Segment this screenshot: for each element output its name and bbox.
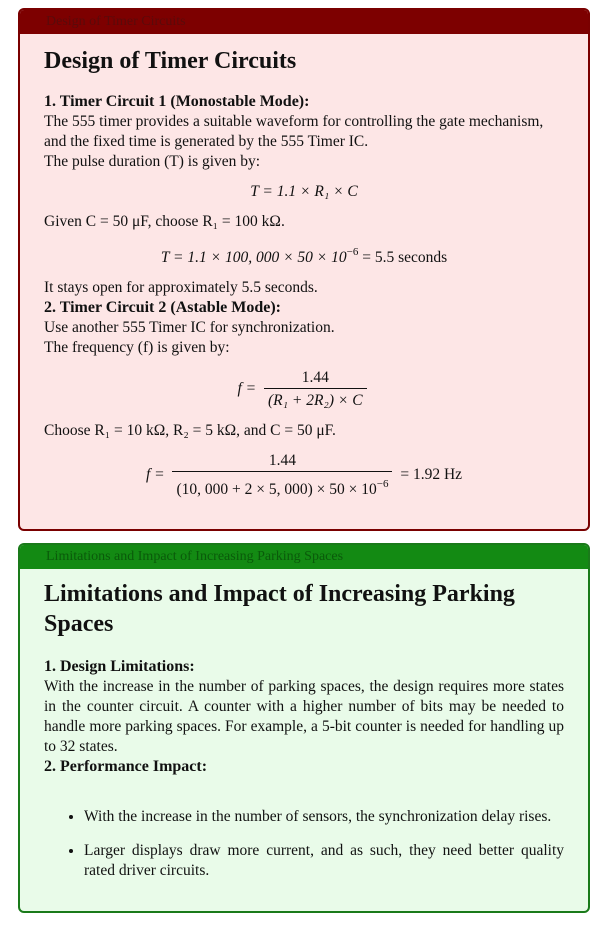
performance-impact-list (44, 807, 564, 881)
timer2-description: Use another 555 Timer IC for synchronization. (44, 319, 335, 336)
timer1-conclusion: It stays open for approximately 5.5 seconds. (44, 279, 318, 296)
freq-formula-denominator: (R₁ + 2R₂) × C (264, 388, 367, 411)
timer1-title: 1. Timer Circuit 1 (Monostable Mode): (44, 93, 310, 110)
design-limitations-title: 1. Design Limitations: (44, 658, 195, 675)
timer1-description: The 555 timer provides a suitable waveform for controlling the gate mechanism, and the fixed time is generated by the 555 Timer IC. (44, 113, 544, 150)
pulse-calc-exponent: −6 (346, 246, 359, 258)
timer-box-tab: Design of Timer Circuits (20, 10, 588, 34)
chosen-values: Choose R₁ = 10 kΩ, R₂ = 5 kΩ, and C = 50 μF. (44, 422, 336, 439)
pulse-duration-text: The pulse duration (T) is given by: (44, 153, 261, 170)
parking-heading: Limitations and Impact of Increasing Parking Spaces (44, 581, 515, 637)
freq-formula-left: f = (237, 380, 257, 398)
pulse-formula: T = 1.1 × R₁ × C (250, 183, 358, 200)
pulse-calculation (44, 242, 564, 268)
freq-calc-left: f = (145, 466, 165, 484)
design-limitations-text: With the increase in the number of parking spaces, the design requires more states in the counter circuit. A counter with a higher number of bits may be needed to handle more parking spaces. For example, a 5-bit counter is needed for handling up to 32 states. (44, 678, 564, 755)
timer-design-box (18, 8, 590, 531)
pulse-calc-left: T = 1.1 × 100, 000 × 50 × 10 (160, 249, 347, 266)
frequency-calculation (44, 451, 564, 500)
list-item: • Larger displays draw more current, and as such, they need better quality rated driver circuits. (84, 841, 564, 881)
freq-calc-fraction (172, 451, 392, 500)
pulse-calc-result: = 5.5 seconds (358, 249, 448, 266)
timer-heading: Design of Timer Circuits (44, 48, 297, 74)
freq-calc-result: = 1.92 Hz (400, 466, 463, 484)
freq-formula-numerator: 1.44 (301, 369, 329, 386)
frequency-text: The frequency (f) is given by: (44, 339, 230, 356)
list-item: • With the increase in the number of sensors, the synchronization delay rises. (84, 807, 564, 827)
freq-calc-denominator (172, 471, 392, 500)
freq-calc-den-exponent: −6 (376, 478, 389, 490)
performance-impact-title: 2. Performance Impact: (44, 758, 208, 775)
parking-box-tab: Limitations and Impact of Increasing Parking Spaces (20, 545, 588, 569)
timer2-title: 2. Timer Circuit 2 (Astable Mode): (44, 299, 282, 316)
frequency-formula (44, 368, 564, 411)
given-values: Given C = 50 μF, choose R₁ = 100 kΩ. (44, 213, 285, 230)
freq-calc-numerator: 1.44 (268, 452, 297, 469)
parking-limitations-box (18, 543, 590, 913)
freq-formula-fraction (264, 368, 367, 411)
freq-calc-den-main: (10, 000 + 2 × 5, 000) × 50 × 10 (176, 481, 377, 498)
